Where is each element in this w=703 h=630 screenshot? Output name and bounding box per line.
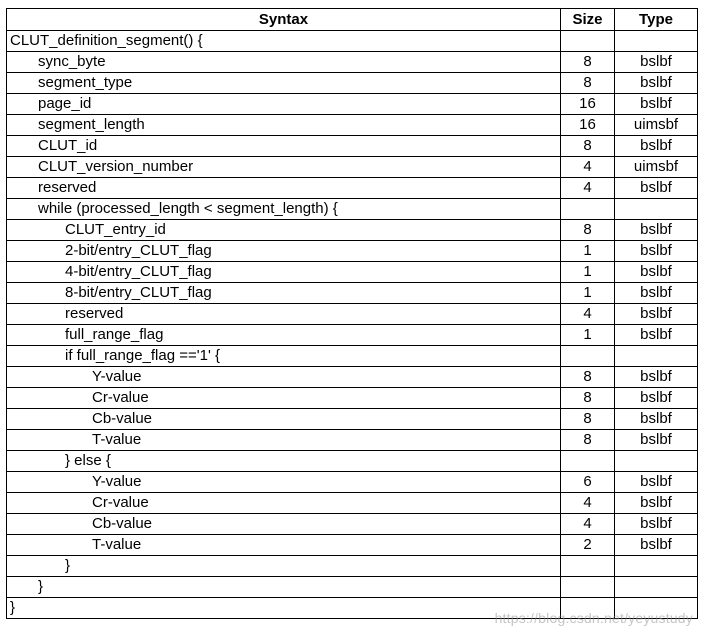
size-cell: 8 xyxy=(561,136,615,157)
type-cell xyxy=(615,577,698,598)
syntax-table xyxy=(6,8,698,619)
table-row xyxy=(7,556,698,577)
type-cell: bslbf xyxy=(615,283,698,304)
syntax-cell: CLUT_version_number xyxy=(7,157,561,178)
syntax-cell: 2-bit/entry_CLUT_flag xyxy=(7,241,561,262)
syntax-cell: Cb-value xyxy=(7,409,561,430)
table-row xyxy=(7,157,698,178)
type-cell: bslbf xyxy=(615,52,698,73)
syntax-cell: segment_length xyxy=(7,115,561,136)
size-cell: 16 xyxy=(561,94,615,115)
size-cell xyxy=(561,346,615,367)
table-row xyxy=(7,472,698,493)
type-cell: uimsbf xyxy=(615,115,698,136)
table-row xyxy=(7,136,698,157)
table-row xyxy=(7,493,698,514)
type-cell: bslbf xyxy=(615,241,698,262)
size-cell: 16 xyxy=(561,115,615,136)
syntax-cell: Cb-value xyxy=(7,514,561,535)
table-row xyxy=(7,241,698,262)
syntax-cell: reserved xyxy=(7,304,561,325)
size-cell: 8 xyxy=(561,409,615,430)
syntax-cell: CLUT_entry_id xyxy=(7,220,561,241)
type-cell: bslbf xyxy=(615,304,698,325)
syntax-cell: Cr-value xyxy=(7,493,561,514)
syntax-cell: segment_type xyxy=(7,73,561,94)
size-cell: 2 xyxy=(561,535,615,556)
syntax-cell: } xyxy=(7,598,561,619)
size-cell: 1 xyxy=(561,241,615,262)
header-type: Type xyxy=(615,9,698,31)
syntax-cell: T-value xyxy=(7,430,561,451)
type-cell: bslbf xyxy=(615,220,698,241)
type-cell: bslbf xyxy=(615,430,698,451)
type-cell: bslbf xyxy=(615,136,698,157)
syntax-table-container xyxy=(6,8,698,619)
size-cell: 8 xyxy=(561,220,615,241)
type-cell: bslbf xyxy=(615,178,698,199)
table-row xyxy=(7,220,698,241)
header-size: Size xyxy=(561,9,615,31)
syntax-cell: if full_range_flag =='1' { xyxy=(7,346,561,367)
table-row xyxy=(7,31,698,52)
syntax-cell: CLUT_definition_segment() { xyxy=(7,31,561,52)
table-row xyxy=(7,409,698,430)
size-cell: 4 xyxy=(561,493,615,514)
size-cell: 1 xyxy=(561,325,615,346)
type-cell: bslbf xyxy=(615,493,698,514)
size-cell xyxy=(561,577,615,598)
syntax-cell: Y-value xyxy=(7,367,561,388)
type-cell: bslbf xyxy=(615,514,698,535)
syntax-cell: full_range_flag xyxy=(7,325,561,346)
size-cell: 4 xyxy=(561,178,615,199)
table-row xyxy=(7,94,698,115)
table-row xyxy=(7,115,698,136)
table-row xyxy=(7,325,698,346)
syntax-cell: T-value xyxy=(7,535,561,556)
table-row xyxy=(7,535,698,556)
table-row xyxy=(7,199,698,220)
syntax-cell: } xyxy=(7,556,561,577)
size-cell: 8 xyxy=(561,73,615,94)
table-row xyxy=(7,304,698,325)
type-cell xyxy=(615,199,698,220)
size-cell: 8 xyxy=(561,367,615,388)
syntax-cell: 4-bit/entry_CLUT_flag xyxy=(7,262,561,283)
syntax-cell: while (processed_length < segment_length) { xyxy=(7,199,561,220)
type-cell: bslbf xyxy=(615,388,698,409)
type-cell: bslbf xyxy=(615,325,698,346)
size-cell xyxy=(561,451,615,472)
table-row xyxy=(7,262,698,283)
syntax-cell: Y-value xyxy=(7,472,561,493)
type-cell xyxy=(615,31,698,52)
table-row xyxy=(7,577,698,598)
table-row xyxy=(7,73,698,94)
type-cell: bslbf xyxy=(615,367,698,388)
size-cell: 1 xyxy=(561,283,615,304)
syntax-cell: reserved xyxy=(7,178,561,199)
size-cell: 8 xyxy=(561,430,615,451)
type-cell: bslbf xyxy=(615,472,698,493)
table-row xyxy=(7,430,698,451)
table-row xyxy=(7,178,698,199)
table-row xyxy=(7,451,698,472)
type-cell xyxy=(615,346,698,367)
watermark-text: https://blog.csdn.net/yeyustudy xyxy=(494,610,693,626)
size-cell xyxy=(561,31,615,52)
table-row xyxy=(7,346,698,367)
size-cell: 8 xyxy=(561,388,615,409)
table-row xyxy=(7,283,698,304)
table-row xyxy=(7,367,698,388)
table-header-row xyxy=(7,9,698,31)
size-cell: 8 xyxy=(561,52,615,73)
size-cell: 4 xyxy=(561,157,615,178)
syntax-cell: 8-bit/entry_CLUT_flag xyxy=(7,283,561,304)
size-cell: 1 xyxy=(561,262,615,283)
type-cell: bslbf xyxy=(615,535,698,556)
size-cell xyxy=(561,556,615,577)
size-cell: 4 xyxy=(561,514,615,535)
syntax-cell: CLUT_id xyxy=(7,136,561,157)
table-row xyxy=(7,388,698,409)
type-cell xyxy=(615,451,698,472)
table-body xyxy=(7,31,698,619)
syntax-cell: Cr-value xyxy=(7,388,561,409)
type-cell: bslbf xyxy=(615,409,698,430)
size-cell xyxy=(561,199,615,220)
type-cell xyxy=(615,556,698,577)
size-cell: 4 xyxy=(561,304,615,325)
table-row xyxy=(7,52,698,73)
syntax-cell: page_id xyxy=(7,94,561,115)
type-cell: bslbf xyxy=(615,73,698,94)
type-cell: uimsbf xyxy=(615,157,698,178)
size-cell: 6 xyxy=(561,472,615,493)
table-row xyxy=(7,514,698,535)
type-cell: bslbf xyxy=(615,94,698,115)
syntax-cell: } xyxy=(7,577,561,598)
type-cell: bslbf xyxy=(615,262,698,283)
syntax-cell: sync_byte xyxy=(7,52,561,73)
header-syntax: Syntax xyxy=(7,9,561,31)
syntax-cell: } else { xyxy=(7,451,561,472)
